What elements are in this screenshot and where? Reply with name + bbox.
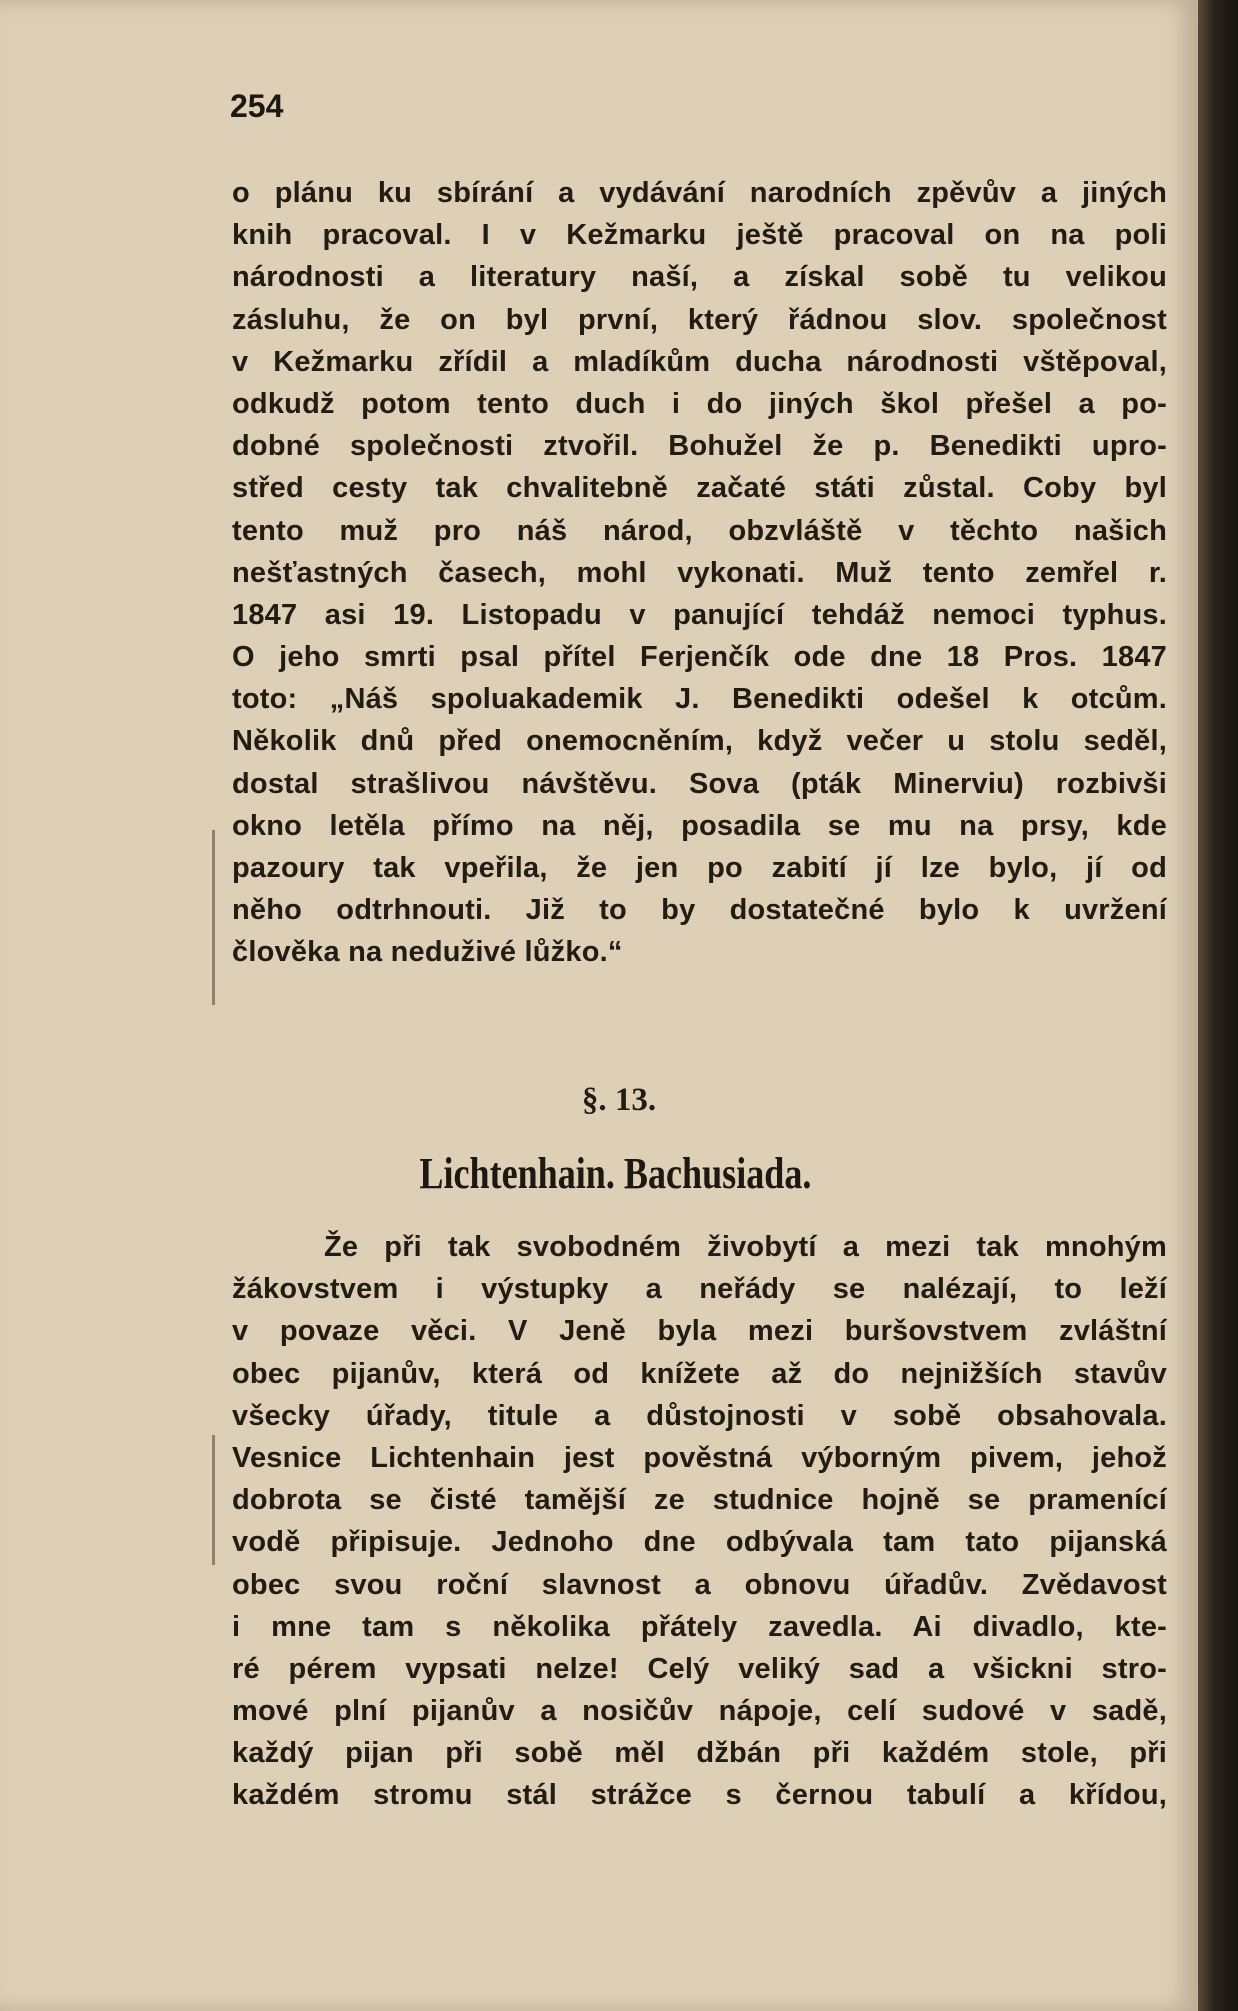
- text-line: pazoury tak vpeřila, že jen po zabití jí lze bylo, jí od: [232, 852, 1167, 884]
- section-title: Lichtenhain. Bachusiada.: [419, 1149, 812, 1198]
- book-spine-edge: [1198, 0, 1238, 2011]
- text-line: Vesnice Lichtenhain jest pověstná výborným pivem, jehož: [232, 1441, 1167, 1474]
- paragraph-2: [232, 1226, 1167, 1817]
- text-line: Několik dnů před onemocněním, když večer u stolu seděl,: [232, 725, 1167, 758]
- text-line: toto: „Náš spoluakademik J. Benedikti odešel k otcům.: [232, 683, 1167, 716]
- text-line: mové plní pijanův a nosičův nápoje, celí sudové v sadě,: [232, 1695, 1167, 1728]
- text-line: všecky úřady, titule a důstojnosti v sobě obsahovala.: [232, 1399, 1167, 1432]
- text-line: dostal strašlivou návštěvu. Sova (pták Minerviu) rozbivši: [232, 767, 1167, 800]
- text-line: dobné společnosti ztvořil. Bohužel že p. Benedikti upro-: [232, 430, 1167, 463]
- text-line: O jeho smrti psal přítel Ferjenčík ode dne 18 Pros. 1847: [232, 641, 1167, 674]
- text-line: střed cesty tak chvalitebně začaté státi zůstal. Coby byl: [232, 472, 1167, 505]
- text-line: v povaze věci. V Jeně byla mezi buršovstvem zvláštní: [232, 1315, 1167, 1348]
- text-line: obec pijanův, která od knížete až do nejnižších stavův: [232, 1357, 1167, 1390]
- text-line: člověka na neduživé lůžko.“: [232, 936, 623, 969]
- text-line: každý pijan při sobě měl džbán při každém stole, při: [232, 1737, 1167, 1770]
- section-number: §. 13.: [581, 1082, 657, 1118]
- text-line: i mne tam s několika přátely zavedla. Ai divadlo, kte-: [232, 1610, 1167, 1643]
- text-line: v Kežmarku zřídil a mladíkům ducha národnosti vštěpoval,: [232, 345, 1167, 378]
- text-line: dobrota se čisté tamější ze studnice hojně se pramenící: [232, 1484, 1167, 1517]
- text-line: něho odtrhnouti. Již to by dostatečné bylo k uvržení: [232, 894, 1167, 927]
- text-line: Že při tak svobodném živobytí a mezi tak mnohým: [324, 1231, 1167, 1263]
- text-line: odkudž potom tento duch i do jiných škol přešel a po-: [232, 387, 1167, 420]
- text-line: zásluhu, že on byl první, který řádnou slov. společnost: [232, 303, 1167, 336]
- text-line: okno letěla přímo na něj, posadila se mu na prsy, kde: [232, 809, 1167, 842]
- margin-pencil-mark: [212, 1435, 215, 1565]
- text-line: národnosti a literatury naší, a získal sobě tu velikou: [232, 261, 1167, 294]
- text-line: 1847 asi 19. Listopadu v panující tehdáž nemoci typhus.: [232, 598, 1167, 631]
- text-line: o plánu ku sbírání a vydávání narodních zpěvův a jiných: [232, 177, 1167, 209]
- text-line: každém stromu stál strážce s černou tabulí a křídou,: [232, 1779, 1167, 1812]
- text-line: žákovstvem i výstupky a neřády se nalézají, to leží: [232, 1273, 1167, 1306]
- text-line: knih pracoval. I v Kežmarku ještě pracoval on na poli: [232, 219, 1167, 252]
- text-line: nešťastných časech, mohl vykonati. Muž tento zemřel r.: [232, 556, 1167, 589]
- text-line: vodě připisuje. Jednoho dne odbývala tam tato pijanská: [232, 1526, 1167, 1559]
- margin-pencil-mark: [212, 830, 215, 1005]
- paragraph-1: [232, 172, 1167, 974]
- page-number: 254: [230, 88, 284, 124]
- text-line: ré pérem vypsati nelze! Celý veliký sad a všickni stro-: [232, 1652, 1167, 1685]
- text-line: tento muž pro náš národ, obzvláště v těchto našich: [232, 514, 1167, 547]
- text-line: obec svou roční slavnost a obnovu úřadův. Zvědavost: [232, 1568, 1167, 1601]
